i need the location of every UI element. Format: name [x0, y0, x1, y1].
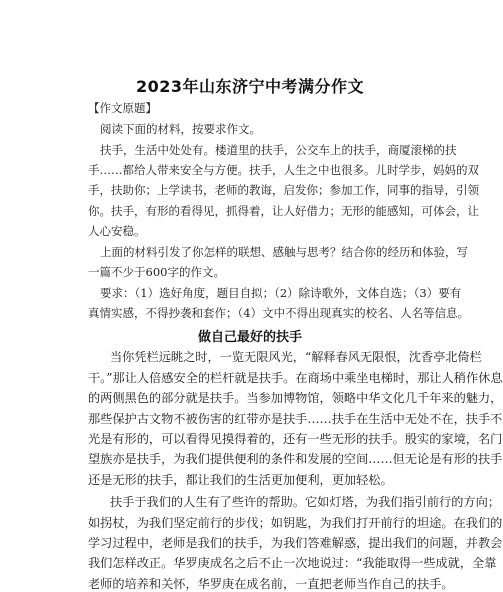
question-line: 一篇不少于600字的作文。 — [88, 265, 225, 279]
requirement-line: 真情实感，不得抄袭和套作；（4）文中不得出现真实的校名、人名等信息。 — [88, 306, 470, 320]
essay-line: 老师的培养和关怀，华罗庚在成名前，一直把老师当作自己的扶手。 — [88, 577, 454, 591]
question-line: 上面的材料引发了你怎样的联想、感触与思考？结合你的经历和体验，写 — [100, 245, 468, 259]
requirement-line: 要求：（1）选好角度，题目自拟；（2）除诗歌外，文体自选；（3）要有 — [100, 286, 462, 300]
document-title: 2023年山东济宁中考满分作文 — [135, 77, 365, 96]
essay-line: 那些保护古文物不被伤害的红带亦是扶手……扶手在生活中无处不在，扶手不 — [88, 412, 503, 426]
material-line: 人心安稳。 — [88, 224, 146, 238]
essay-line: 干。”那让人倍感安全的栏杆就是扶手。在商场中乘坐电梯时，那让人稍作休息 — [88, 371, 503, 385]
material-line: 你。扶手，有形的看得见，抓得着，让人好借力；无形的能感知，可体会，让 — [88, 204, 479, 218]
essay-line: 当你凭栏远眺之时，一览无限风光，“解释春风无限恨，沈香亭北倚栏 — [110, 350, 482, 364]
essay-title: 做自己最好的扶手 — [197, 330, 302, 345]
essay-line: 还是无形的扶手，都让我们的生活更加便利，更加轻松。 — [88, 473, 393, 487]
essay-line: 我们怎样改正。华罗庚成名之后不止一次地说过：“我能取得一些成就，全靠 — [88, 556, 497, 570]
essay-line: 望族亦是扶手，为我们提供便利的条件和发展的空间……但无论是有形的扶手 — [88, 452, 503, 466]
prompt-instruction: 阅读下面的材料，按要求作文。 — [100, 122, 261, 136]
material-line: 手，扶助你；上学读书，老师的教诲，启发你；参加工作，同事的指导，引领 — [88, 183, 479, 197]
material-line: 扶手，生活中处处有。楼道里的扶手，公交车上的扶手，商厦滚梯的扶 — [100, 143, 457, 157]
essay-line: 扶手于我们的人生有了些许的帮助。它如灯塔，为我们指引前行的方向； — [110, 495, 500, 509]
essay-line: 光是有形的，可以看得见摸得着的，还有一些无形的扶手。殷实的家境，名门 — [88, 432, 503, 446]
material-line: 手……都给人带来安全与方便。扶手，人生之中也很多。儿时学步，妈妈的双 — [88, 163, 479, 177]
essay-line: 的两侧黑色的部分就是扶手。当参加博物馆，领略中华文化几千年来的魅力， — [88, 391, 503, 405]
section-label: 【作文原题】 — [88, 101, 157, 115]
essay-line: 如拐杖，为我们坚定前行的步伐；如钥匙，为我们打开前行的坦途。在我们的 — [88, 516, 503, 530]
essay-line: 学习过程中，老师是我们的扶手，为我们答难解惑，提出我们的问题，并教会 — [88, 536, 503, 550]
